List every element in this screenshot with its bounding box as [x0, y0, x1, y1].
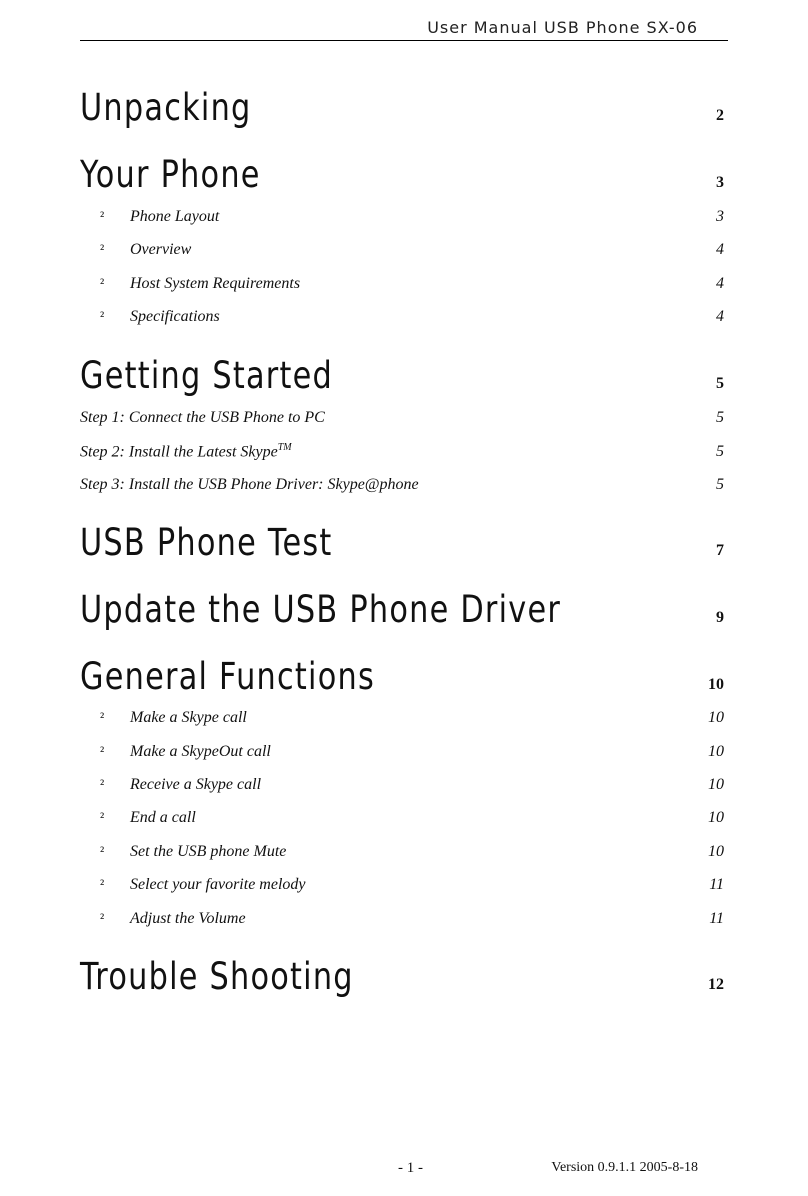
item-title: End a call [130, 809, 196, 826]
item-title: Specifications [130, 308, 220, 325]
toc-item-make-skype-call[interactable] [80, 709, 724, 727]
item-title: Set the USB phone Mute [130, 843, 287, 860]
item-page: 11 [709, 910, 724, 927]
bullet-icon: ² [100, 310, 105, 325]
item-title: Make a Skype call [130, 709, 247, 726]
bullet-icon: ² [100, 878, 105, 893]
section-title: Getting Started [80, 354, 334, 397]
step-title: Step 1: Connect the USB Phone to PC [80, 409, 325, 426]
toc-item-make-skypeout-call[interactable] [80, 743, 724, 761]
bullet-icon: ² [100, 745, 105, 760]
toc-item-end-call[interactable] [80, 809, 724, 827]
toc-section-general-functions[interactable] [80, 655, 724, 698]
toc-item-adjust-volume[interactable] [80, 910, 724, 928]
item-page: 3 [716, 208, 724, 225]
section-page: 3 [716, 174, 724, 191]
toc-item-host-system-requirements[interactable] [80, 275, 724, 293]
toc-item-receive-skype-call[interactable] [80, 776, 724, 794]
toc-item-set-mute[interactable] [80, 843, 724, 861]
header-title: User Manual USB Phone SX-06 [427, 18, 698, 37]
toc-section-trouble-shooting[interactable] [80, 955, 724, 998]
trademark-superscript: TM [277, 442, 292, 453]
item-page: 10 [708, 776, 724, 793]
toc-item-overview[interactable] [80, 241, 724, 259]
item-title: Make a SkypeOut call [130, 743, 271, 760]
toc-item-select-melody[interactable] [80, 876, 724, 894]
toc-section-your-phone[interactable] [80, 153, 724, 196]
toc-section-usb-phone-test[interactable] [80, 521, 724, 564]
footer-page-number: - 1 - [398, 1160, 423, 1176]
item-page: 10 [708, 809, 724, 826]
item-page: 10 [708, 843, 724, 860]
bullet-icon: ² [100, 811, 105, 826]
section-title: USB Phone Test [80, 521, 333, 564]
bullet-icon: ² [100, 912, 105, 927]
item-title: Host System Requirements [130, 275, 301, 292]
toc-step-1[interactable] [80, 409, 724, 427]
section-page: 9 [716, 609, 724, 626]
section-title: General Functions [80, 655, 375, 698]
section-title: Trouble Shooting [80, 955, 354, 998]
item-title: Overview [130, 241, 192, 258]
section-page: 12 [708, 976, 724, 993]
bullet-icon: ² [100, 845, 105, 860]
footer-version: Version 0.9.1.1 2005-8-18 [551, 1160, 698, 1175]
section-title: Update the USB Phone Driver [80, 588, 562, 631]
toc-section-update-driver[interactable] [80, 588, 724, 631]
step-page: 5 [716, 476, 724, 493]
step-title: Step 3: Install the USB Phone Driver: Skype@phone [80, 476, 419, 493]
section-title: Your Phone [80, 153, 261, 196]
bullet-icon: ² [100, 210, 105, 225]
item-title: Phone Layout [130, 208, 220, 225]
bullet-icon: ² [100, 277, 105, 292]
toc-section-getting-started[interactable] [80, 354, 724, 397]
bullet-icon: ² [100, 711, 105, 726]
item-title: Receive a Skype call [130, 776, 262, 793]
section-page: 2 [716, 107, 724, 124]
toc-step-3[interactable] [80, 476, 724, 494]
item-page: 4 [716, 308, 724, 325]
item-page: 11 [709, 876, 724, 893]
step-page: 5 [716, 409, 724, 426]
step-page: 5 [716, 443, 724, 461]
section-page: 10 [708, 676, 724, 693]
section-page: 5 [716, 375, 724, 392]
toc-section-unpacking[interactable] [80, 86, 724, 129]
item-title: Adjust the Volume [130, 910, 246, 927]
item-page: 10 [708, 743, 724, 760]
item-page: 4 [716, 241, 724, 258]
toc-item-phone-layout[interactable] [80, 208, 724, 226]
toc-step-2[interactable] [80, 442, 724, 461]
item-title: Select your favorite melody [130, 876, 306, 893]
section-page: 7 [716, 542, 724, 559]
item-page: 10 [708, 709, 724, 726]
step-title: Step 2: Install the Latest Skype [80, 443, 278, 461]
section-title: Unpacking [80, 86, 252, 129]
item-page: 4 [716, 275, 724, 292]
bullet-icon: ² [100, 243, 105, 258]
toc-item-specifications[interactable] [80, 308, 724, 326]
bullet-icon: ² [100, 778, 105, 793]
